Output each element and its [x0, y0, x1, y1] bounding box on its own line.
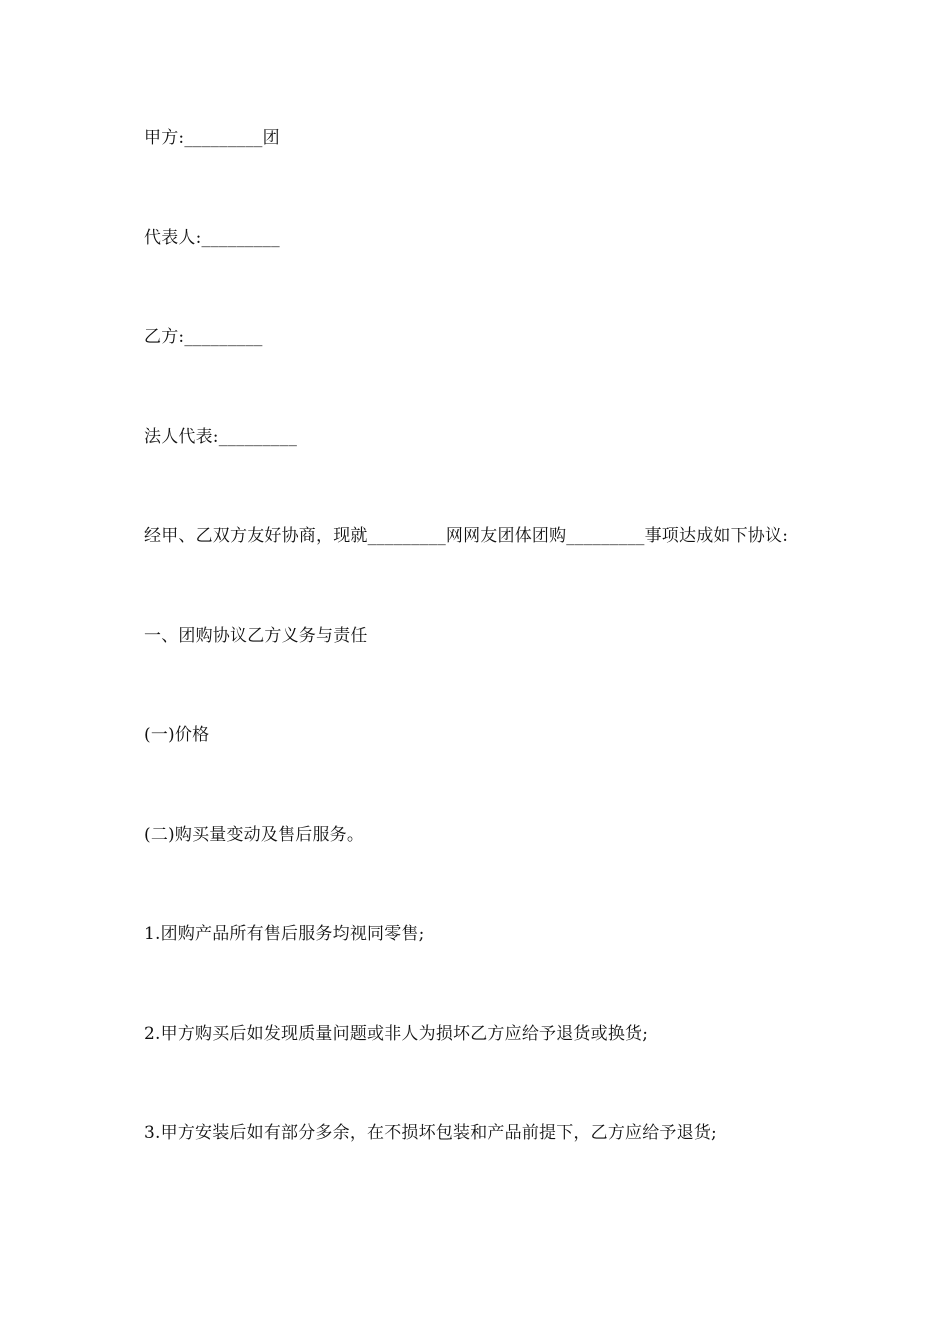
section-heading-1: 一、团购协议乙方义务与责任: [144, 626, 368, 646]
clause-2: 2.甲方购买后如发现质量问题或非人为损坏乙方应给予退货或换货;: [144, 1024, 649, 1044]
clause-1: 1.团购产品所有售后服务均视同零售;: [144, 924, 425, 944]
agreement-intro: 经甲、乙双方友好协商，现就_________网网友团体团购_________事项达成如下协议:: [144, 526, 789, 546]
clause-3: 3.甲方安装后如有部分多余，在不损坏包装和产品前提下，乙方应给予退货;: [144, 1123, 717, 1143]
party-a-representative-line: 代表人:_________: [144, 228, 280, 248]
party-b-line: 乙方:_________: [144, 327, 263, 347]
party-b-legal-rep-line: 法人代表:_________: [144, 427, 298, 447]
subsection-after-sales: (二)购买量变动及售后服务。: [144, 825, 365, 845]
party-a-line: 甲方:_________团: [144, 128, 280, 148]
subsection-price: (一)价格: [144, 725, 210, 745]
